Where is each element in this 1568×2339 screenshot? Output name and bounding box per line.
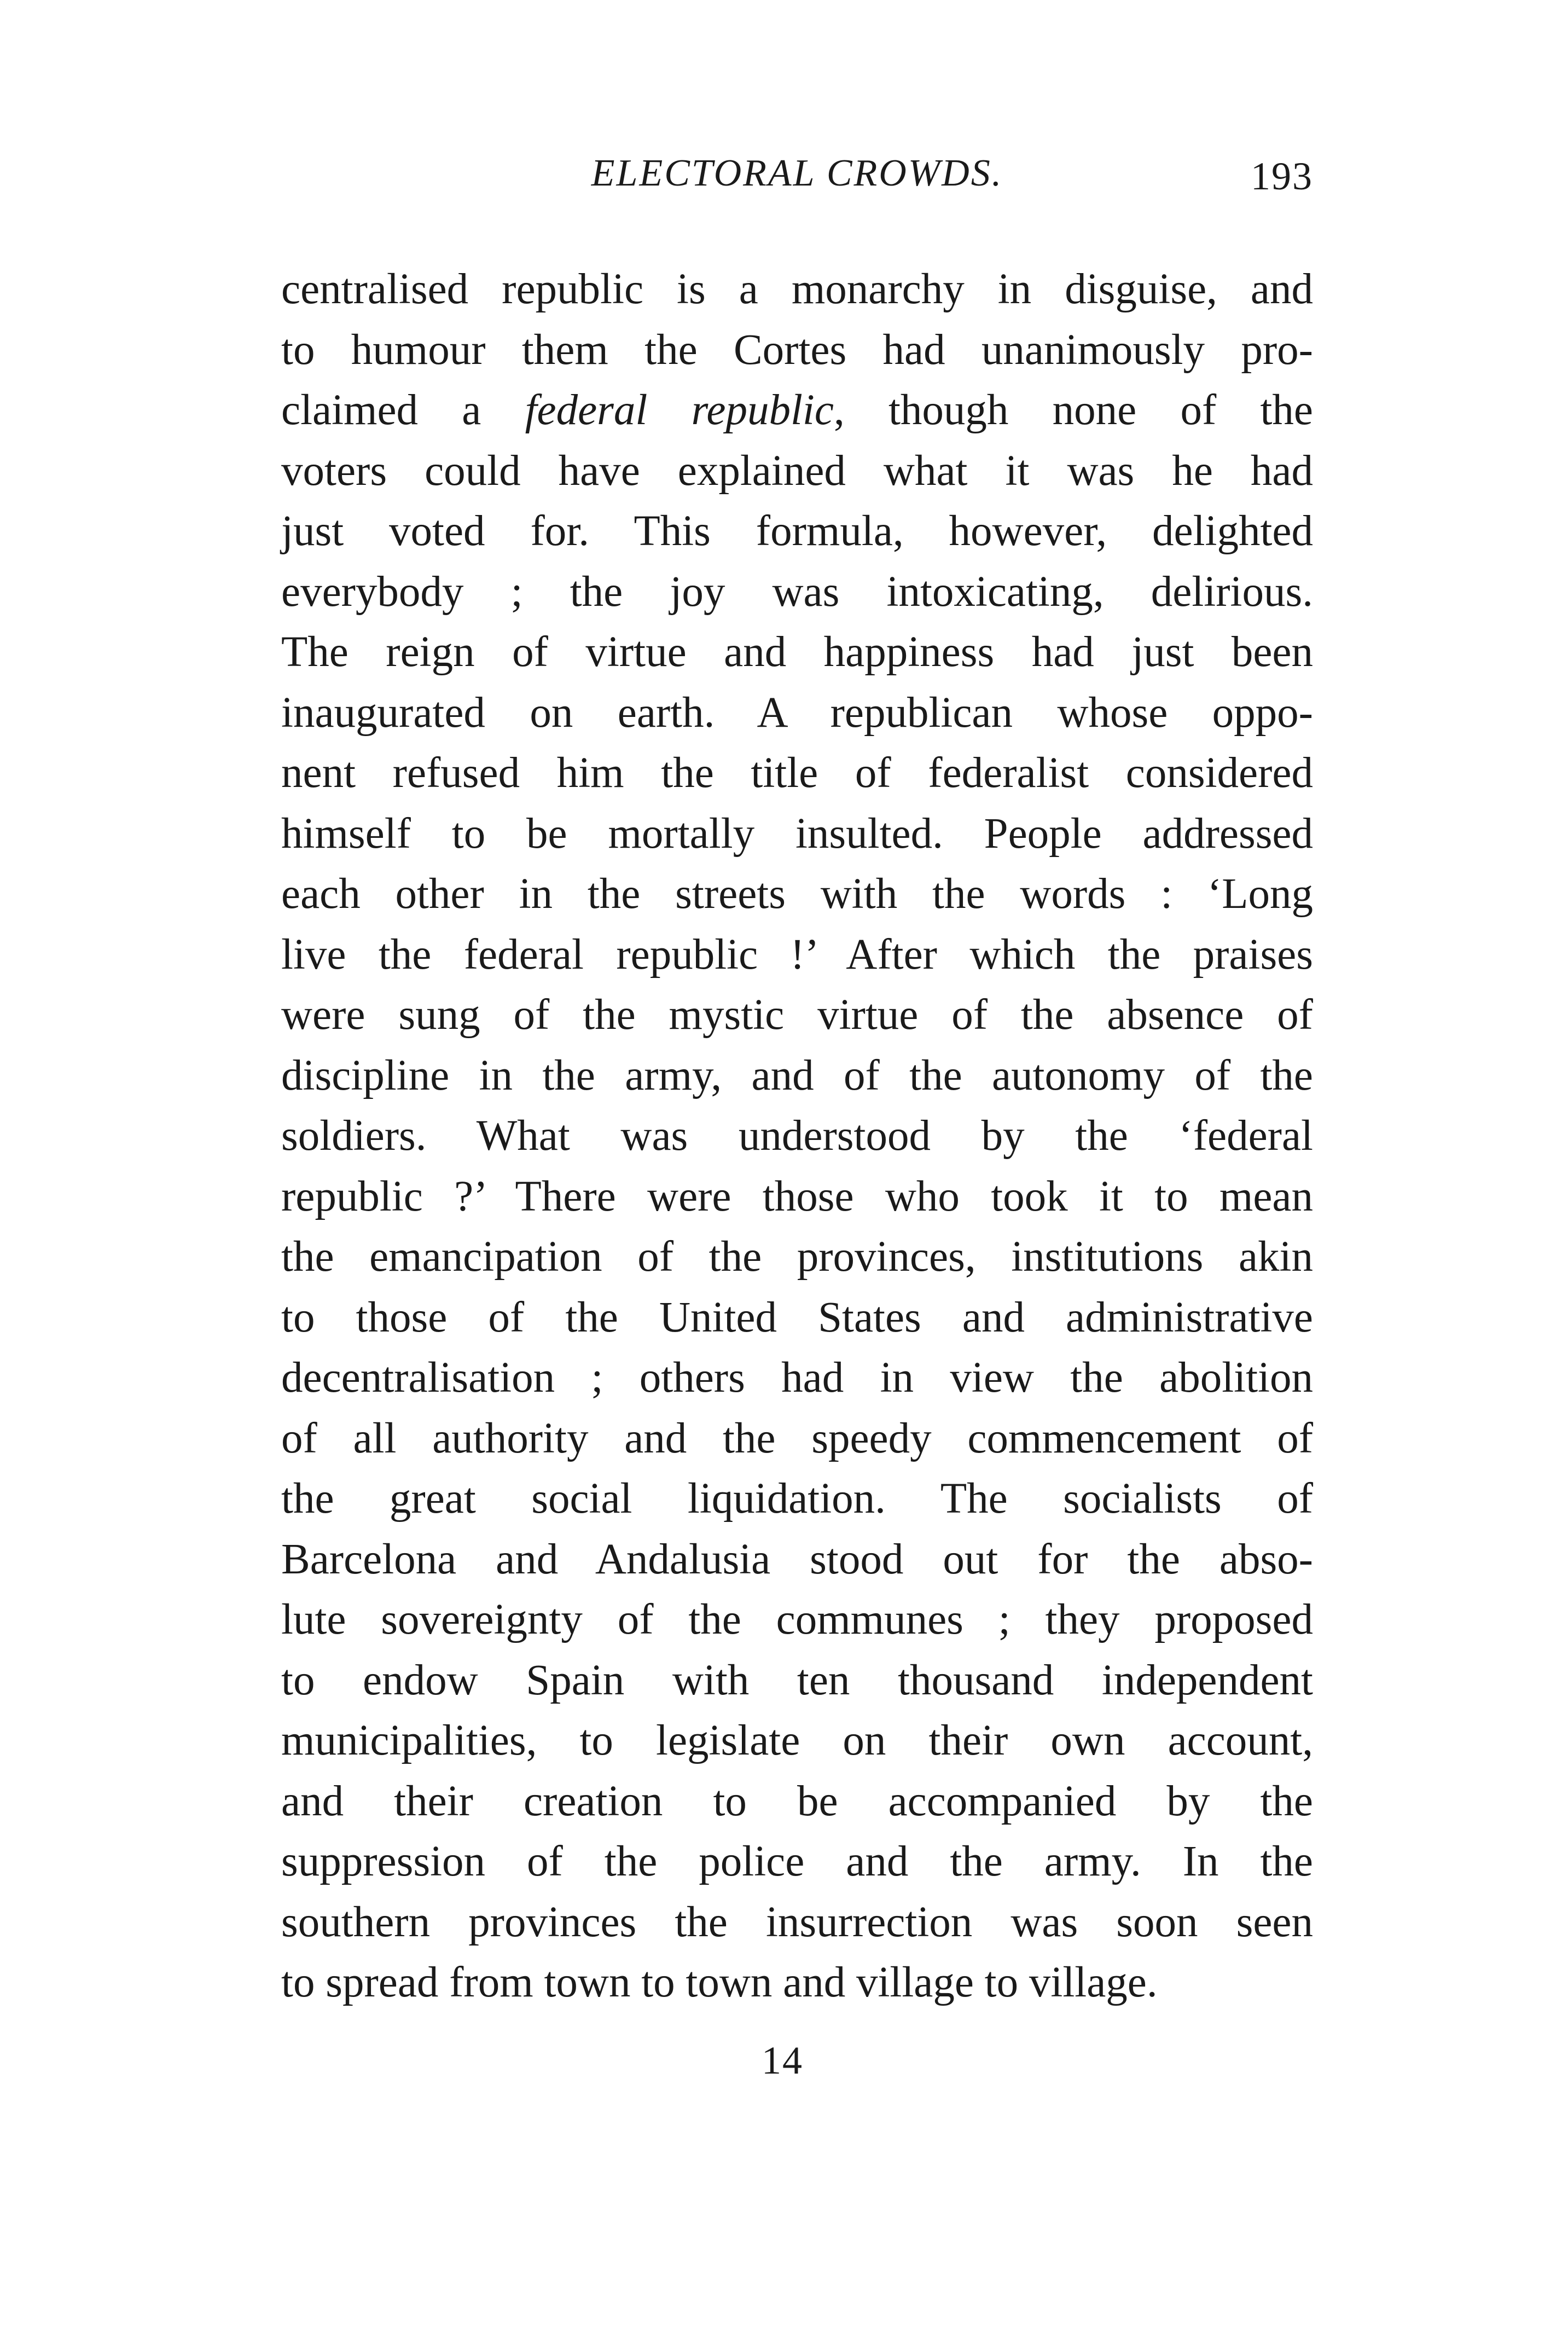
text-line: inaugurated on earth. A republican whose oppo- <box>281 688 1313 737</box>
text-line: The reign of virtue and happiness had just been <box>281 628 1313 676</box>
body-text <box>281 259 1313 2013</box>
text-line: lute sovereignty of the communes ; they proposed <box>281 1596 1313 1643</box>
signature-mark: 14 <box>762 2039 803 2082</box>
text-line: Barcelona and Andalusia stood out for the abso- <box>281 1535 1313 1583</box>
text-line: of all authority and the speedy commencement of <box>281 1414 1313 1462</box>
text-line: suppression of the police and the army. In the <box>281 1838 1313 1885</box>
text-line: centralised republic is a monarchy in disguise, and <box>281 265 1313 313</box>
text-line: each other in the streets with the words : ‘Long <box>281 870 1313 918</box>
text-line: himself to be mortally insulted. People addressed <box>281 809 1313 858</box>
text-line: discipline in the army, and of the autonomy of the <box>281 1051 1313 1099</box>
text-line: and their creation to be accompanied by the <box>281 1777 1313 1825</box>
text-line: republic ?’ There were those who took it to mean <box>281 1172 1313 1220</box>
text-line: soldiers. What was understood by the ‘federal <box>281 1112 1313 1160</box>
text-line: live the federal republic !’ After which the praises <box>281 930 1313 979</box>
page-number: 193 <box>1251 154 1313 198</box>
text-line: to spread from town to town and village to village. <box>281 1959 1158 2006</box>
text-line: the great social liquidation. The socialists of <box>281 1475 1313 1522</box>
text-line: municipalities, to legislate on their own account, <box>281 1717 1313 1764</box>
text-line: were sung of the mystic virtue of the absence of <box>281 991 1313 1039</box>
text-line: the emancipation of the provinces, institutions akin <box>281 1233 1313 1281</box>
text-line: nent refused him the title of federalist considered <box>281 749 1313 797</box>
text-line: decentralisation ; others had in view the abolition <box>281 1354 1313 1402</box>
text-line: to endow Spain with ten thousand independent <box>281 1656 1313 1704</box>
text-line: everybody ; the joy was intoxicating, delirious. <box>281 568 1313 616</box>
text-line: claimed a federal republic, though none of the <box>281 386 1314 434</box>
running-header <box>281 143 1313 204</box>
running-title: ELECTORAL CROWDS. <box>591 152 1003 194</box>
text-line: voters could have explained what it was he had <box>281 447 1313 495</box>
text-line: to humour them the Cortes had unanimously pro- <box>281 326 1313 374</box>
text-line: just voted for. This formula, however, delighted <box>281 507 1313 555</box>
text-line: southern provinces the insurrection was soon seen <box>281 1898 1313 1946</box>
text-line: to those of the United States and administrative <box>281 1293 1313 1341</box>
emphasis-federal-republic: federal republic <box>525 386 834 434</box>
